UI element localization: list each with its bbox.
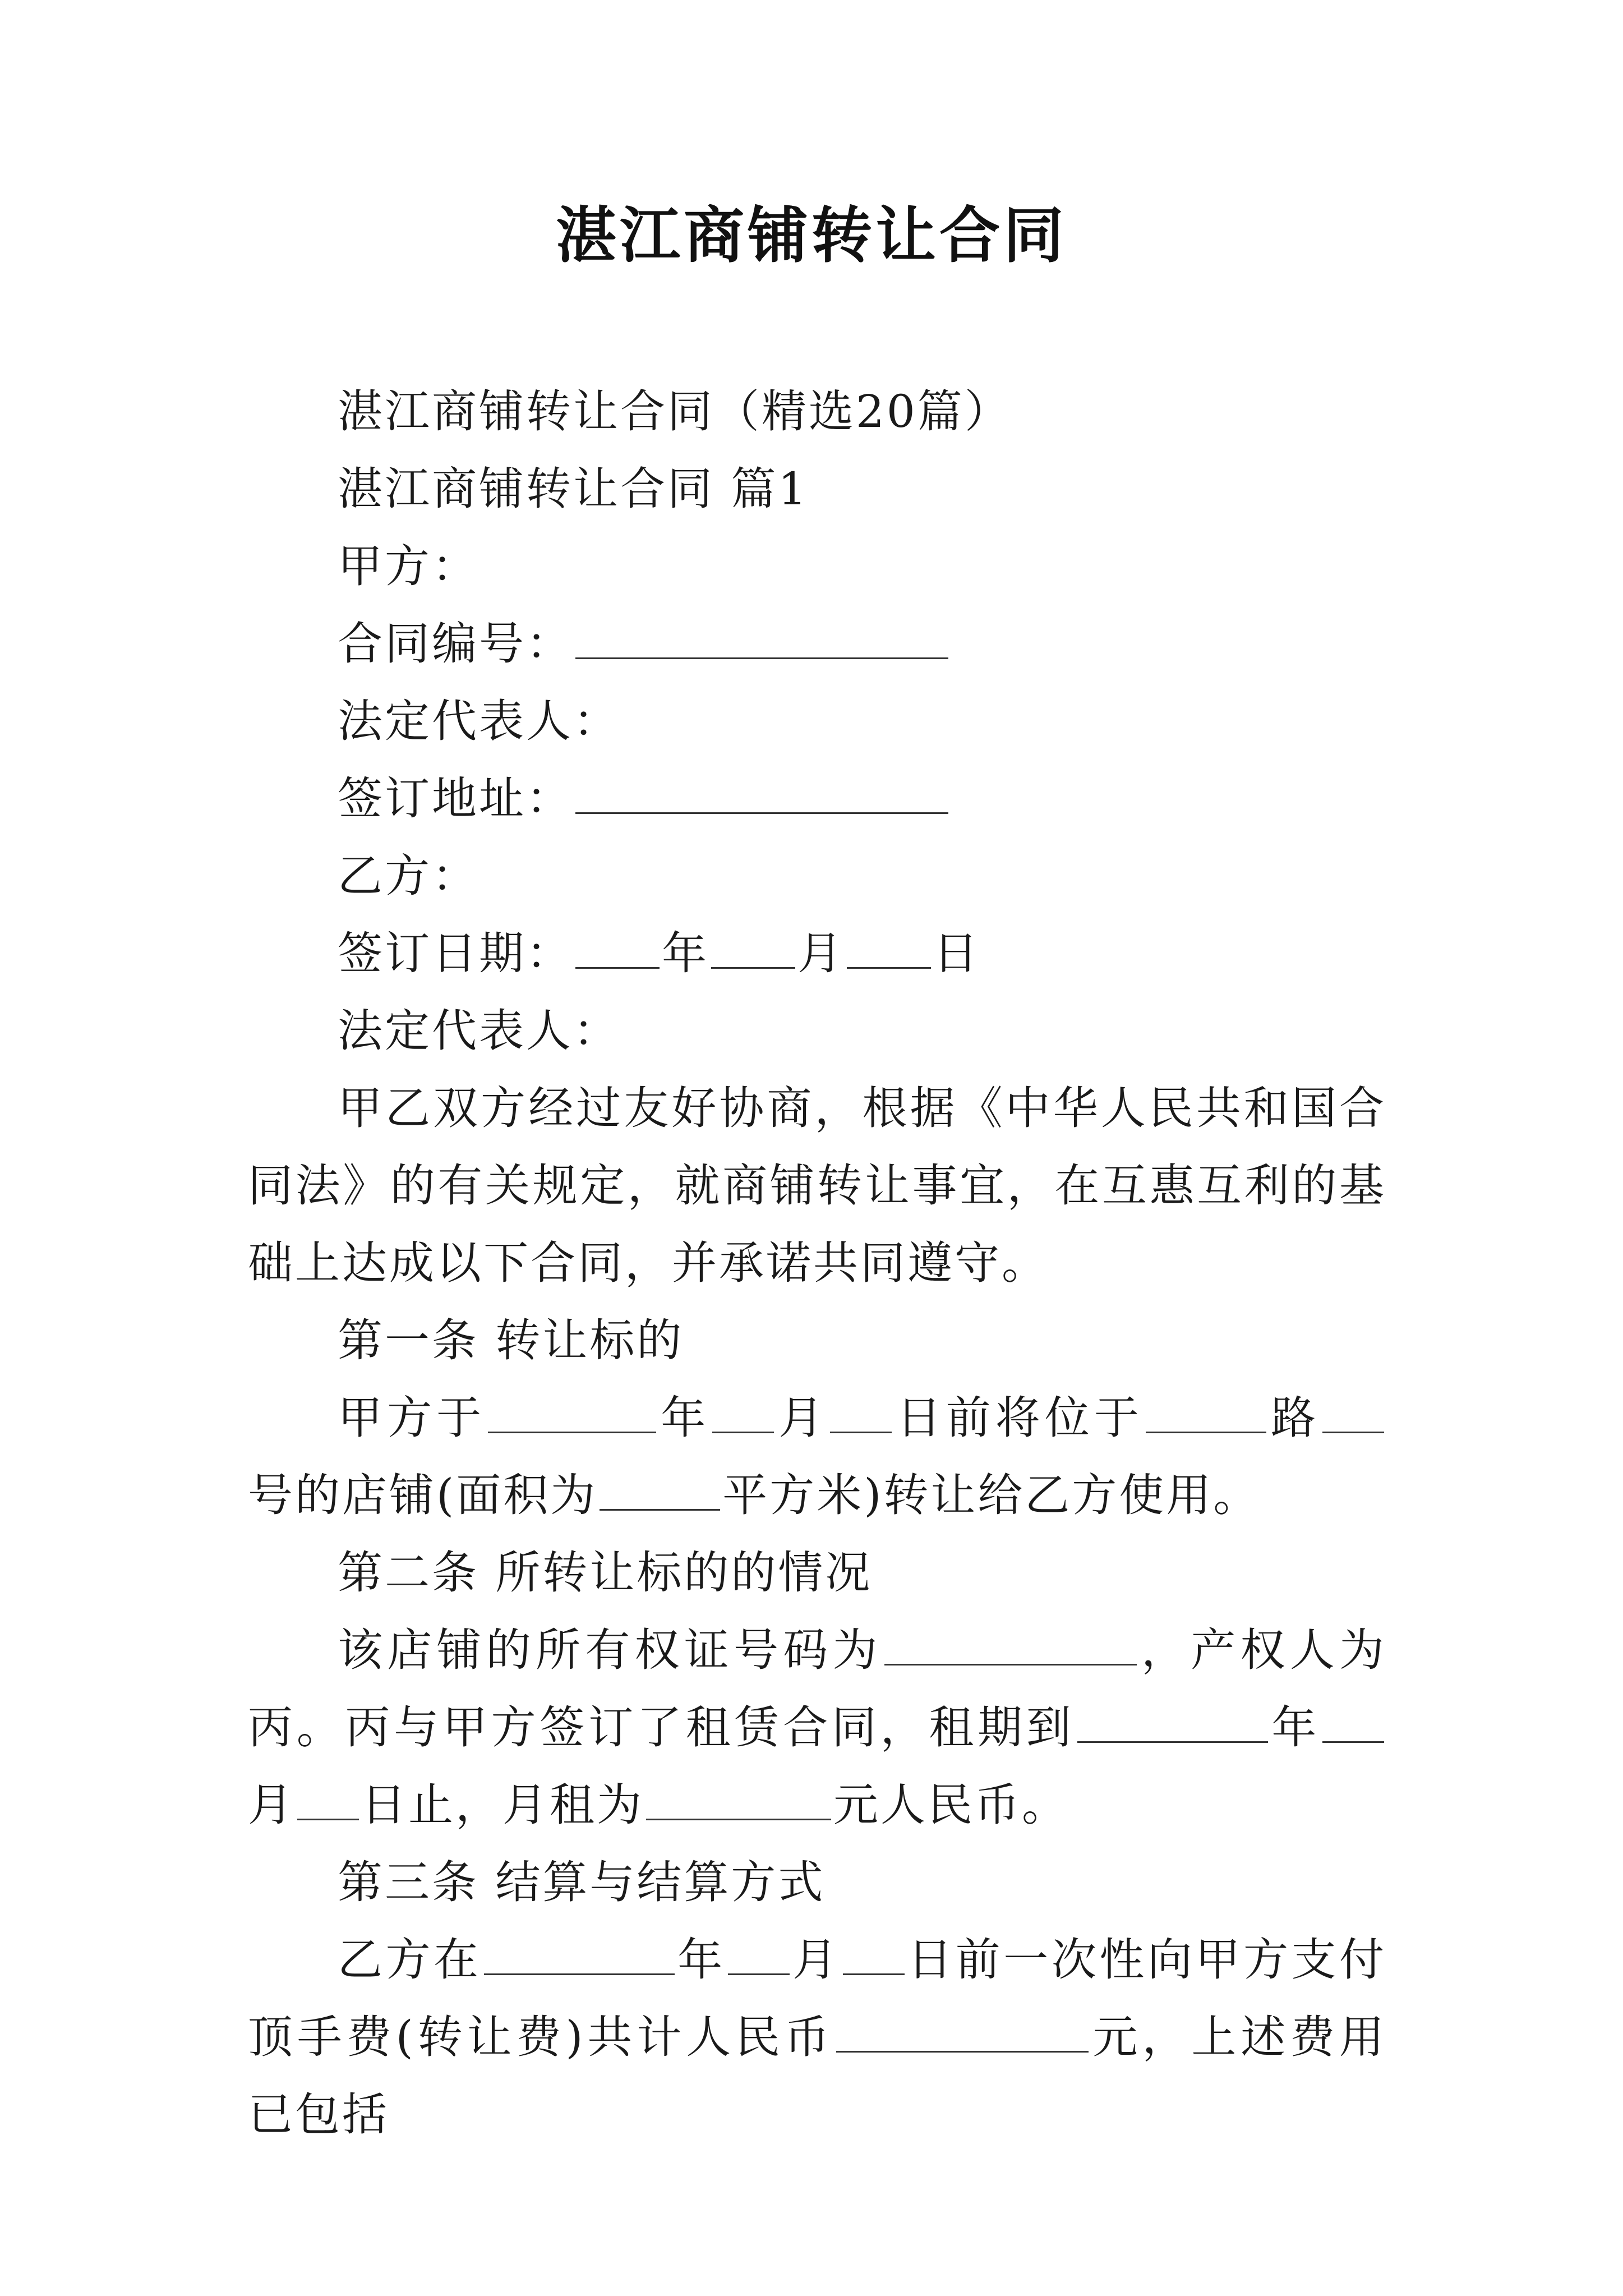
article-3-amount-blank — [836, 2012, 1089, 2053]
article-3-text: 月 — [791, 1934, 841, 1986]
article-1-text: 路 — [1268, 1392, 1321, 1444]
article-1-area-blank — [600, 1470, 720, 1511]
article-3-day-blank — [843, 1934, 905, 1975]
document-subtitle: 湛江商铺转让合同（精选20篇） — [338, 385, 1012, 438]
article-2-certificate-blank — [884, 1625, 1137, 1665]
article-1-number-blank — [1322, 1392, 1384, 1433]
article-2-text: 元人民币。 — [833, 1779, 1069, 1831]
article-3-heading: 第三条 结算与结算方式 — [338, 1856, 826, 1908]
sign-date-day-label: 日 — [933, 927, 980, 979]
article-2-text: ，产权人为丙。丙与甲方签订了租赁合同，租期到 — [248, 1624, 1386, 1754]
article-3-month-blank — [728, 1934, 790, 1975]
article-1-paragraph — [248, 1379, 1386, 1534]
article-2-text: 月 — [248, 1779, 295, 1831]
contract-number-label: 合同编号： — [338, 618, 573, 670]
sign-date-year-label: 年 — [662, 927, 709, 979]
legal-representative-b-label: 法定代表人： — [338, 1005, 620, 1057]
article-1-text: 号的店铺(面积为 — [248, 1469, 598, 1521]
article-1-year-blank — [488, 1392, 656, 1433]
document-body — [248, 373, 1386, 2154]
party-a-label: 甲方： — [338, 540, 479, 592]
article-3-text: 年 — [676, 1934, 726, 1986]
article-1-day-blank — [830, 1392, 892, 1433]
article-2-paragraph — [248, 1612, 1386, 1844]
sign-date-month-label: 月 — [797, 927, 845, 979]
document-title: 湛江商铺转让合同 — [555, 200, 1067, 271]
preamble-paragraph: 甲乙双方经过友好协商，根据《中华人民共和国合同法》的有关规定，就商铺转让事宜，在互惠互利的基础上达成以下合同，并承诺共同遵守。 — [248, 1082, 1386, 1289]
sign-date-year-blank — [575, 928, 660, 969]
sign-date-day-blank — [847, 928, 931, 969]
party-b-label: 乙方： — [338, 850, 479, 902]
article-2-year-blank — [1077, 1702, 1268, 1743]
article-1-text: 日前将位于 — [894, 1392, 1144, 1444]
article-2-rent-blank — [646, 1779, 831, 1820]
article-3-text: 日前一次性向甲方支付顶手费(转让费)共计人民币 — [248, 1934, 1387, 2063]
article-2-text: 年 — [1270, 1701, 1321, 1754]
sign-address-line — [248, 760, 1386, 838]
sign-address-label: 签订地址： — [338, 772, 573, 825]
article-1-text: 年 — [658, 1392, 711, 1444]
article-1-text: 甲方于 — [338, 1392, 486, 1444]
sign-date-line — [248, 915, 1386, 992]
sign-date-label: 签订日期： — [338, 927, 573, 979]
section-heading: 湛江商铺转让合同 篇1 — [338, 463, 809, 515]
article-2-heading: 第二条 所转让标的的情况 — [338, 1547, 873, 1599]
article-3-year-blank — [484, 1934, 675, 1975]
article-3-text: 乙方在 — [338, 1934, 482, 1986]
article-3-paragraph — [248, 1921, 1386, 2154]
article-1-heading: 第一条 转让标的 — [338, 1314, 684, 1366]
article-1-month-blank — [712, 1392, 774, 1433]
article-2-day-blank — [297, 1779, 359, 1820]
legal-representative-a-label: 法定代表人： — [338, 695, 620, 747]
article-1-text: 月 — [776, 1392, 828, 1444]
sign-date-month-blank — [711, 928, 795, 969]
contract-number-line — [248, 605, 1386, 683]
article-2-text: 日止，月租为 — [361, 1779, 644, 1831]
contract-number-blank — [575, 618, 948, 659]
article-1-road-blank — [1146, 1392, 1266, 1433]
article-2-month-blank — [1322, 1702, 1384, 1743]
sign-address-blank — [575, 773, 948, 814]
article-1-text: 平方米)转让给乙方使用。 — [722, 1469, 1261, 1521]
article-2-text: 该店铺的所有权证号码为 — [338, 1624, 882, 1676]
article-3-text: 元，上述费用已包括 — [248, 2011, 1387, 2141]
